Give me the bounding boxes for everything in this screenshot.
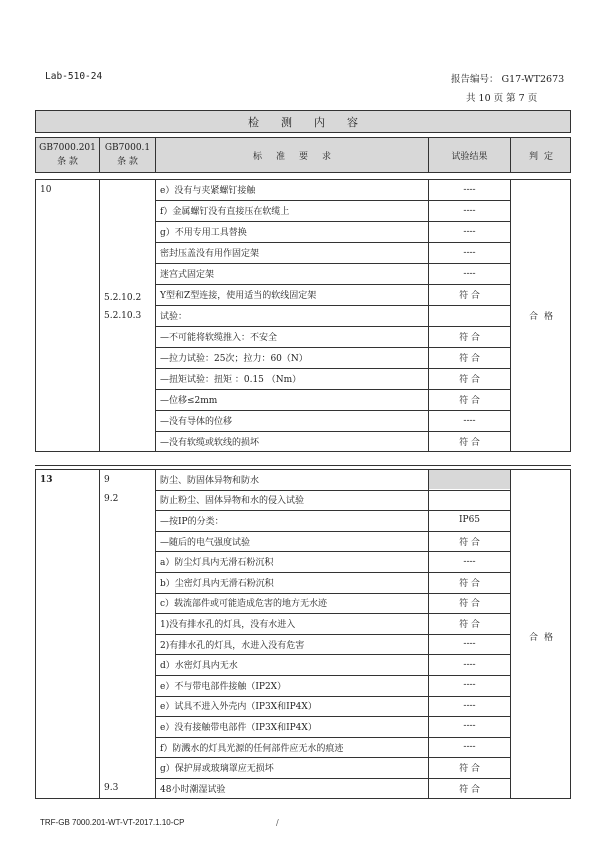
section-13-row-result: ----	[463, 721, 476, 732]
footer-mark: /	[276, 818, 279, 827]
section-13-row-requirement: e）试具不进入外壳内（IP3X和IP4X）	[160, 702, 317, 713]
section-13-row-requirement: 48小时潮湿试验	[160, 784, 226, 795]
section-10-row-result	[429, 305, 510, 326]
subclause-9-3: 9.3	[104, 783, 119, 793]
subclause-5-2-10-3: 5.2.10.3	[104, 311, 142, 321]
section-13-row-result: ----	[463, 556, 476, 567]
section-13-row-result: 符 合	[459, 578, 480, 589]
section-10-row-requirement: e）没有与夹紧螺钉接触	[160, 186, 256, 196]
subclause-5-2-10-2: 5.2.10.2	[104, 293, 142, 303]
section-10-row-result: ----	[463, 415, 476, 426]
section-10-row-result: 符 合	[459, 396, 480, 406]
section-13-row-result: 符 合	[459, 619, 480, 630]
report-number: 报告编号： G17-WT2673	[451, 74, 565, 85]
page-count: 共 10 页 第 7 页	[466, 93, 538, 104]
section-10-row-requirement: 试验：	[160, 312, 188, 322]
clause-13: 13	[40, 474, 53, 485]
section-13-row-requirement: c）载流部件或可能造成危害的地方无水迹	[160, 599, 328, 610]
section-10-row-result: ----	[463, 226, 476, 237]
section-10-row-result: 符 合	[459, 333, 480, 343]
section-13-row-requirement: 防尘、防固体异物和防水	[160, 475, 260, 486]
section-13-row-result	[429, 490, 510, 511]
section-13-row-requirement: f）防溅水的灯具光源的任何部件应无水的痕迹	[160, 743, 344, 754]
section-10-row-result: 符 合	[459, 438, 480, 448]
clause-10: 10	[40, 185, 52, 195]
section-10-row-requirement: —不可能将软缆推入：不安全	[160, 333, 278, 343]
section-10-row-requirement: —没有导体的位移	[160, 417, 233, 427]
section-10-row-requirement: —扭矩试验：扭矩 ：0.15 （Nm）	[160, 375, 302, 385]
section-13-row-requirement: 1)没有排水孔的灯具，没有水进入	[160, 619, 296, 630]
lab-code: Lab-510-24	[45, 71, 103, 82]
section-13-row-result: 符 合	[459, 599, 480, 610]
section-13-row-requirement: 2)有排水孔的灯具，水进入没有危害	[160, 640, 305, 651]
col-gb7000-201-header: GB7000.201 条 款	[39, 143, 96, 167]
section-13-row-requirement: e）没有接触带电部件（IP3X和IP4X）	[160, 722, 317, 733]
section-10-row-result: ----	[463, 205, 476, 216]
section-10-row-requirement: f）金属螺钉没有直接压在软缆上	[160, 207, 290, 217]
section-13-row-requirement: 防止粉尘、固体异物和水的侵入试验	[160, 496, 305, 507]
section-13-row-requirement: a）防尘灯具内无滑石粉沉积	[160, 558, 274, 569]
col-standard-requirement-header: 标准要求	[252, 151, 345, 162]
section-13-row-result: ----	[463, 659, 476, 670]
section-13-row-result: ----	[463, 680, 476, 691]
section-13-row-result: 符 合	[459, 784, 480, 795]
section-13-row-requirement: d）水密灯具内无水	[160, 661, 238, 672]
footer-form-code: TRF-GB 7000.201-WT-VT-2017.1.10-CP	[40, 818, 185, 827]
section-13-verdict: 合格	[528, 632, 559, 643]
section-10-row-requirement: —位移≤2mm	[160, 396, 218, 406]
section-10-row-result: 符 合	[459, 291, 480, 301]
section-10-row-result: 符 合	[459, 354, 480, 364]
section-10-verdict: 合格	[528, 311, 559, 322]
section-10-row-result: 符 合	[459, 375, 480, 385]
section-13-row-result: 符 合	[459, 537, 480, 548]
section-13-row-result: 符 合	[459, 764, 480, 775]
section-10-row-requirement: —没有软缆或软线的损坏	[160, 438, 260, 448]
section-10-row-requirement: 迷宫式固定架	[160, 270, 215, 280]
subclause-9: 9	[104, 474, 110, 485]
table-title: 检测内容	[248, 115, 380, 129]
section-13-row-requirement: g）保护屏或玻璃罩应无损坏	[160, 764, 274, 775]
section-13-row-requirement: —随后的电气强度试验	[160, 537, 251, 548]
section-10-row-result: ----	[463, 184, 476, 195]
subclause-9-2: 9.2	[104, 494, 119, 504]
col-gb7000-1-header: GB7000.1 条 款	[104, 143, 151, 167]
section-10-row-result: ----	[463, 247, 476, 258]
section-10-row-result: ----	[463, 268, 476, 279]
section-13-row-result: IP65	[458, 515, 481, 526]
section-10-row-requirement: g）不用专用工具替换	[160, 228, 247, 238]
section-13-row-result: ----	[463, 639, 476, 650]
section-13-row-requirement: b）尘密灯具内无滑石粉沉积	[160, 578, 274, 589]
section-13-row-result	[429, 469, 510, 490]
section-13-row-result: ----	[463, 700, 476, 711]
section-10-row-requirement: Y型和Z型连接，使用适当的软线固定架	[160, 291, 317, 301]
section-13-row-requirement: —按IP的分类：	[160, 516, 224, 527]
section-13-row-result: ----	[463, 742, 476, 753]
section-13-row-requirement: e）不与带电部件接触（IP2X）	[160, 681, 287, 692]
col-verdict-header: 判定	[528, 151, 559, 162]
section-10-row-requirement: 密封压盖没有用作固定架	[160, 249, 260, 259]
section-10-row-requirement: —拉力试验：25次；拉力：60（N）	[160, 354, 308, 364]
col-test-result-header: 试验结果	[451, 151, 488, 162]
